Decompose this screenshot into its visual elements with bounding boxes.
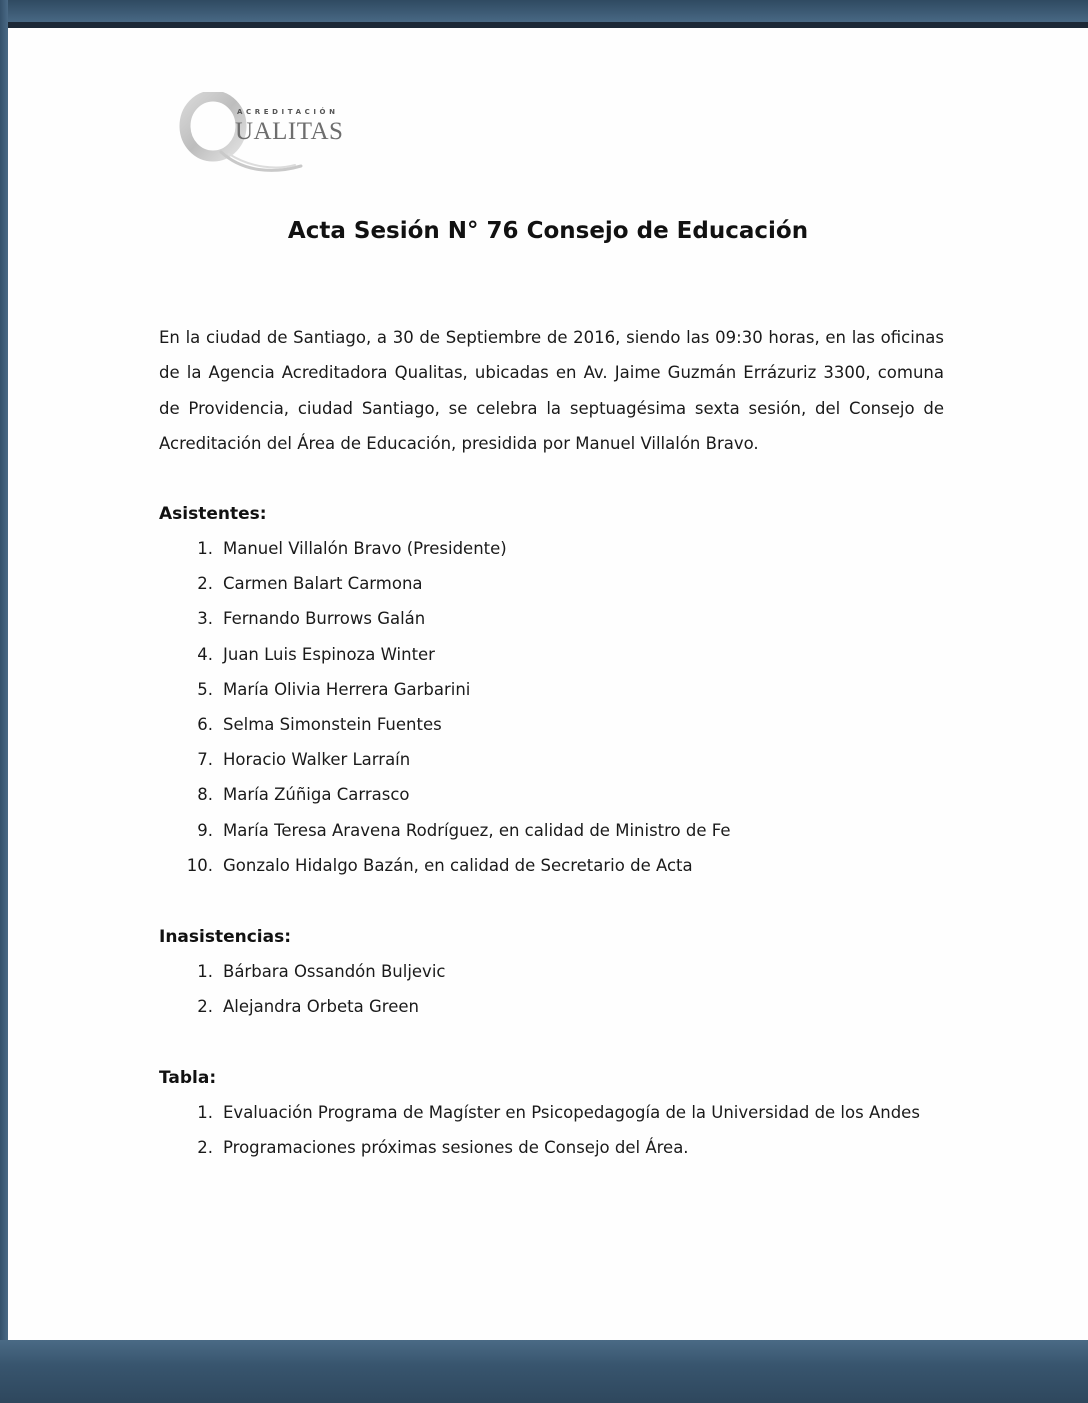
logo-wordmark: UALITAS [235, 118, 344, 145]
tabla-heading: Tabla: [159, 1068, 217, 1088]
list-item-number: 3. [197, 609, 213, 629]
list-item-number: 2. [197, 574, 213, 594]
asistente-item [178, 531, 731, 566]
document-page [8, 22, 1088, 1340]
list-item-text: María Olivia Herrera Garbarini [223, 679, 471, 699]
list-item-number: 1. [197, 962, 213, 981]
list-item-number: 7. [197, 750, 213, 770]
asistente-item [178, 566, 731, 601]
asistente-item [178, 601, 731, 636]
document-title: Acta Sesión N° 76 Consejo de Educación [287, 218, 809, 244]
inasistencias-list [178, 954, 445, 1024]
tabla-list [178, 1095, 920, 1165]
list-item-text: Fernando Burrows Galán [223, 609, 426, 629]
list-item-number: 2. [197, 1138, 213, 1158]
list-item-number: 1. [197, 1103, 213, 1122]
inasistencias-heading: Inasistencias: [159, 927, 292, 947]
list-item-text: Programaciones próximas sesiones de Consejo del Área. [223, 1138, 689, 1158]
intro-paragraph: En la ciudad de Santiago, a 30 de Septiembre de 2016, siendo las 09:30 horas, en las oficinas de la Agencia Acreditadora Qualitas, ubicadas en Av. Jaime Guzmán Errázuriz 3300, comuna de Providencia, ciudad Santiago, se celebra la septuagésima sexta sesión, del Consejo de Acreditación del Área de Educación, presidida por Manuel Villalón Bravo. [159, 328, 944, 453]
list-item-text: María Teresa Aravena Rodríguez, en calidad de Ministro de Fe [223, 820, 731, 840]
list-item-number: 9. [197, 820, 213, 840]
asistente-item [178, 848, 731, 883]
asistentes-heading: Asistentes: [159, 504, 267, 524]
asistente-item [178, 707, 731, 742]
page-top-edge [8, 22, 1088, 28]
list-item-text: Manuel Villalón Bravo (Presidente) [223, 539, 507, 558]
list-item-number: 4. [197, 644, 213, 664]
qualitas-logo [173, 92, 363, 202]
list-item-text: Evaluación Programa de Magíster en Psicopedagogía de la Universidad de los Andes [223, 1103, 920, 1122]
list-item-number: 5. [197, 679, 213, 699]
scan-border-bottom [0, 1340, 1088, 1403]
asistentes-list [178, 531, 731, 883]
list-item-number: 2. [197, 997, 213, 1017]
list-item-number: 8. [197, 785, 213, 805]
list-item-text: Selma Simonstein Fuentes [223, 714, 442, 734]
asistente-item [178, 637, 731, 672]
list-item-text: Gonzalo Hidalgo Bazán, en calidad de Secretario de Acta [223, 855, 693, 875]
asistente-item [178, 777, 731, 812]
list-item-text: Juan Luis Espinoza Winter [223, 644, 435, 664]
asistente-item [178, 672, 731, 707]
logo-subtitle: ACREDITACIÓN [237, 108, 339, 116]
inasistencia-item [178, 954, 445, 989]
asistente-item [178, 813, 731, 848]
inasistencia-item [178, 989, 445, 1024]
list-item-number: 6. [197, 714, 213, 734]
tabla-item [178, 1130, 920, 1165]
scan-border-left [0, 0, 8, 1403]
list-item-number: 10. [186, 855, 213, 875]
list-item-text: Horacio Walker Larraín [223, 750, 411, 770]
list-item-number: 1. [197, 539, 213, 558]
list-item-text: Alejandra Orbeta Green [223, 997, 419, 1017]
list-item-text: Carmen Balart Carmona [223, 574, 423, 594]
asistente-item [178, 742, 731, 777]
tabla-item [178, 1095, 920, 1130]
scan-border-top [0, 0, 1088, 22]
list-item-text: Bárbara Ossandón Buljevic [223, 962, 446, 981]
list-item-text: María Zúñiga Carrasco [223, 785, 410, 805]
